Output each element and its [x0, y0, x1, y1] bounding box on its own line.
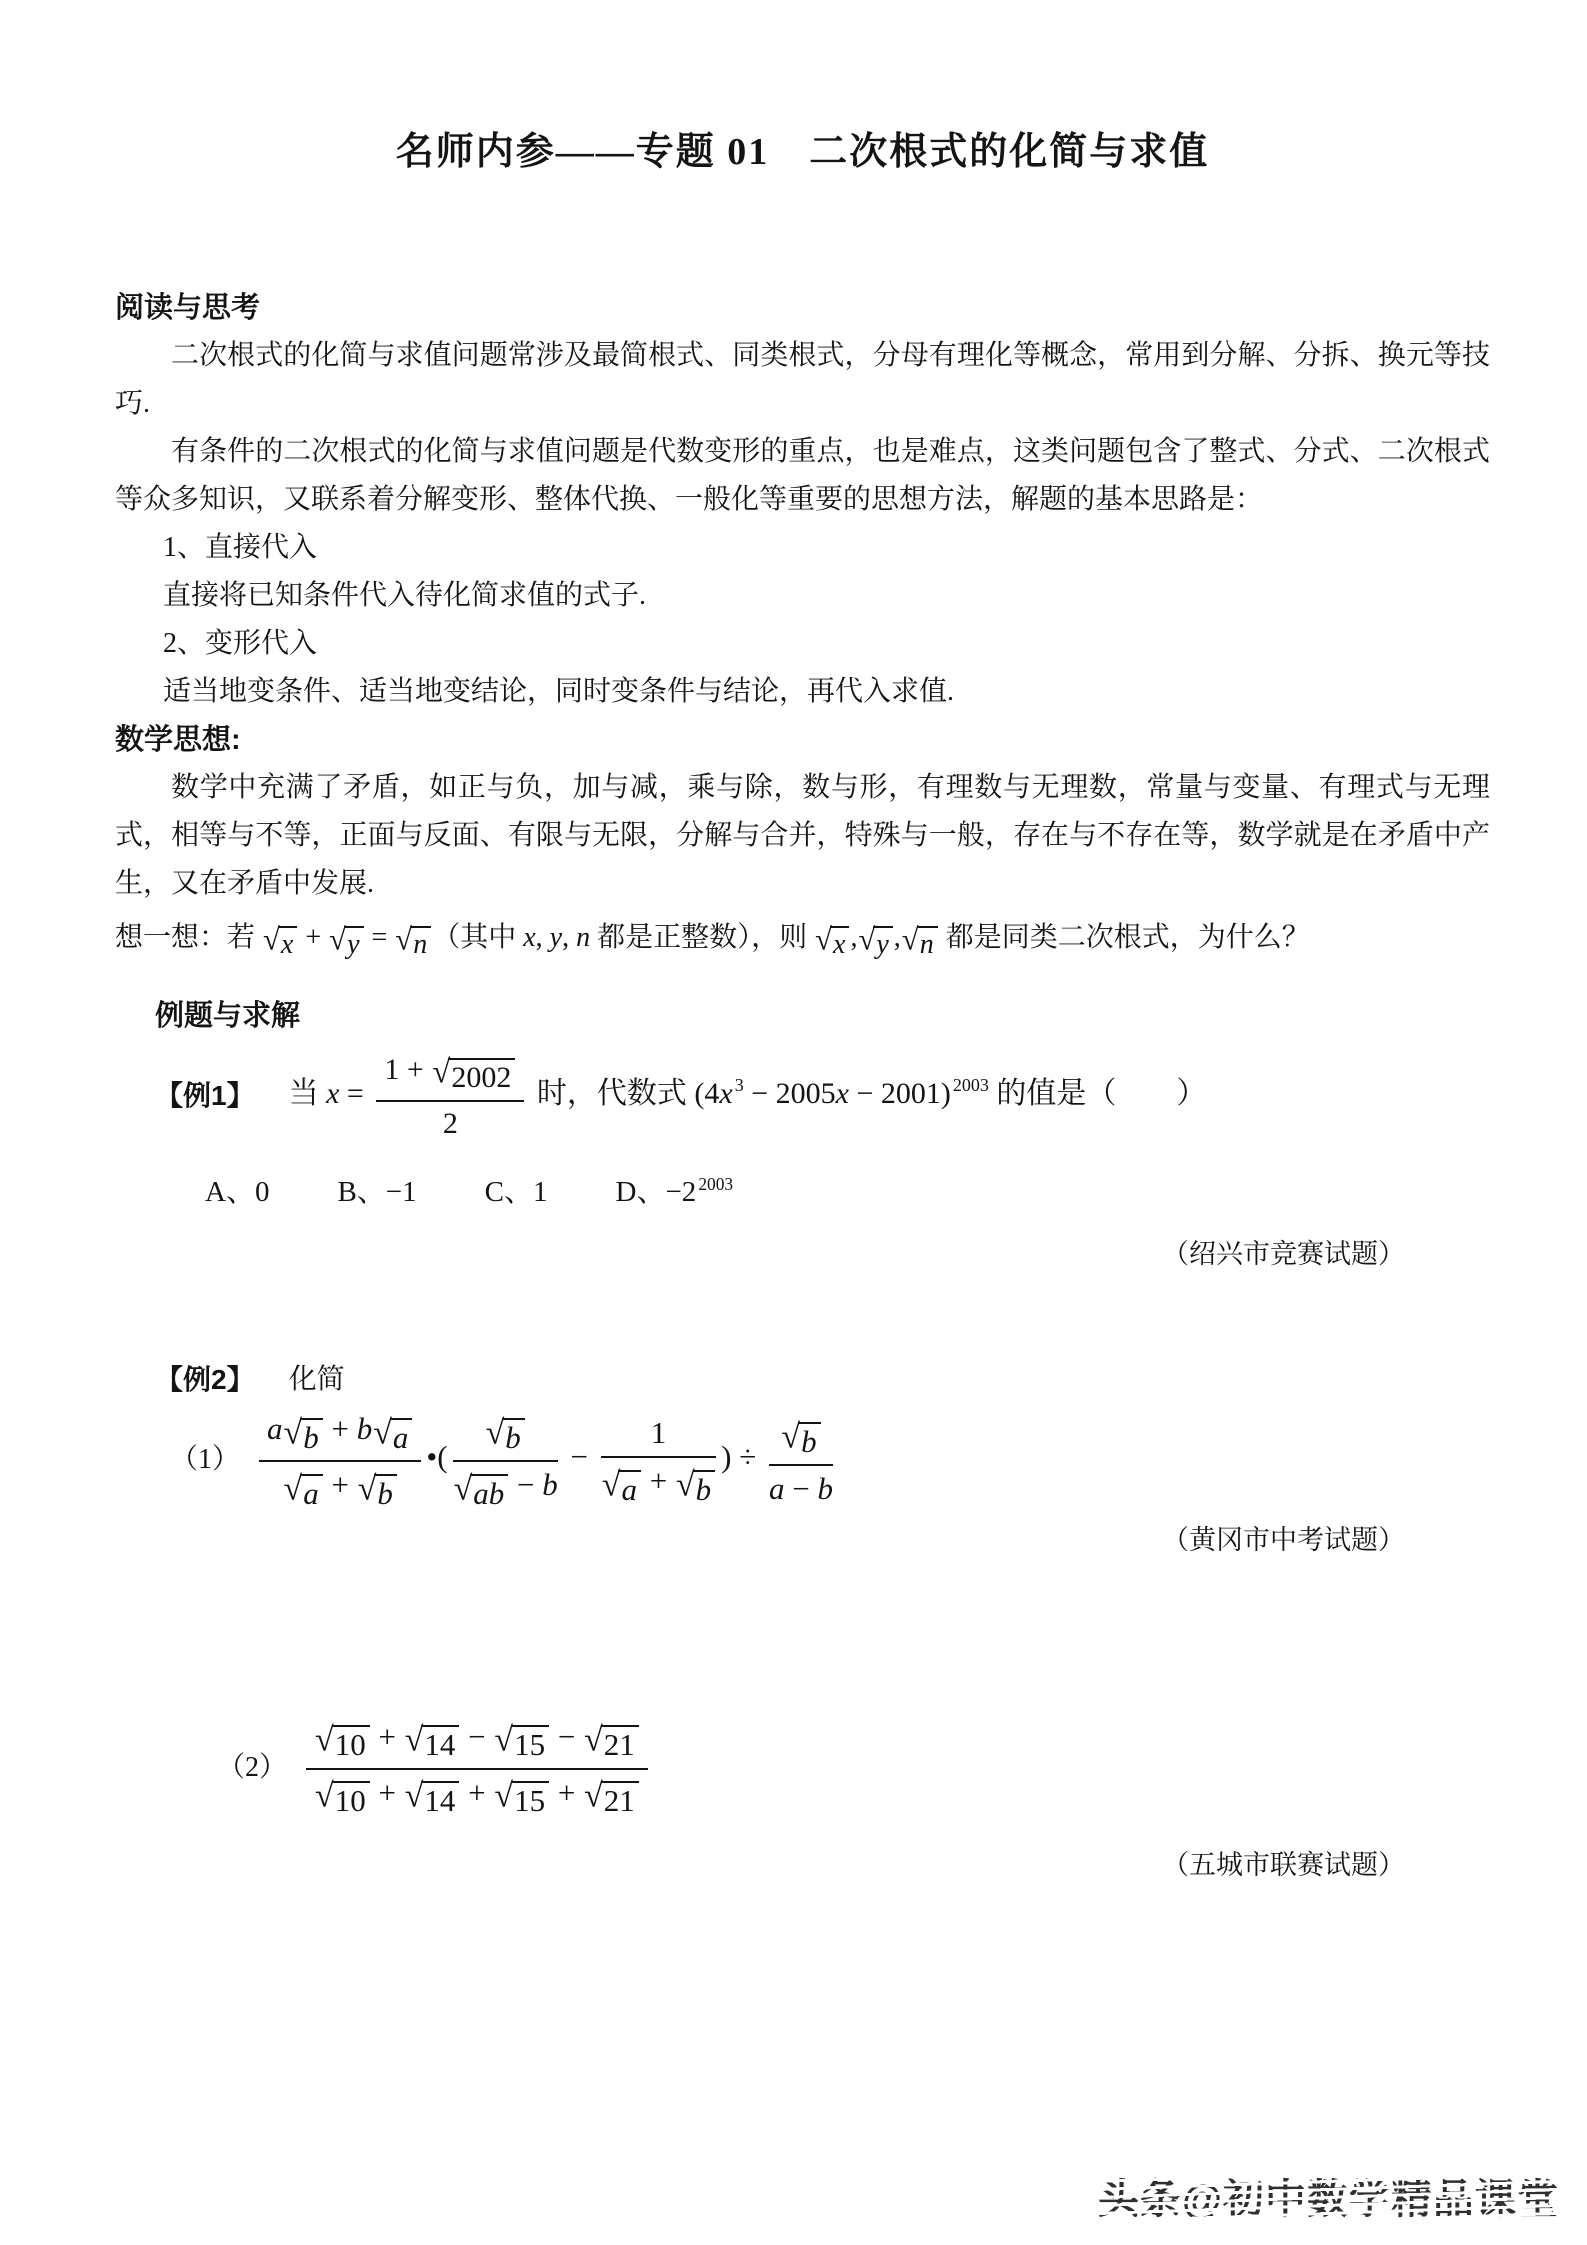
method-1-description: 直接将已知条件代入待化简求值的式子.	[163, 580, 647, 611]
reading-paragraph-2: 有条件的二次根式的化简与求值问题是代数变形的重点，也是难点，这类问题包含了整式、分式、二次根式等众多知识，又联系着分解变形、整体代换、一般化等重要的思想方法，解题的基本思路是：	[115, 436, 1490, 515]
thought-paragraph: 数学中充满了矛盾，如正与负，加与减，乘与除，数与形，有理数与无理数，常量与变量、有理式与无理式，相等与不等，正面与反面、有限与无限，分解与合并，特殊与一般，存在与不存在等，数学就是在矛盾中产生，又在矛盾中发展.	[115, 772, 1490, 899]
part2-number: （2）	[217, 1751, 288, 1783]
reading-paragraph-1: 二次根式的化简与求值问题常涉及最简根式、同类根式，分母有理化等概念，常用到分解、分拆、换元等技巧.	[115, 340, 1490, 419]
method-1-title: 1、直接代入	[163, 532, 318, 563]
part1-formula: a √ b + b √ a √ a + √ b •( √ b √ ab − b − 1 √ a + √ b ) ÷ √ b a − b	[254, 1408, 838, 1512]
section-reading	[115, 284, 1490, 716]
example2-part1-source: （黄冈市中考试题）	[1162, 1524, 1405, 1555]
examples-heading: 例题与求解	[155, 1000, 301, 1032]
thought-heading: 数学思想:	[115, 724, 241, 756]
example2-part2-line	[217, 1716, 1490, 1820]
option-a: A、0	[205, 1175, 270, 1208]
example1-source: （绍兴市竞赛试题）	[1162, 1238, 1405, 1269]
example1-options-row	[205, 1168, 1490, 1216]
section-examples	[115, 992, 1490, 1889]
method-2-description: 适当地变条件、适当地变结论，同时变条件与结论，再代入求值.	[163, 676, 955, 707]
page-title: 名师内参——专题 01 二次根式的化简与求值	[395, 131, 1210, 173]
example2-label: 【例2】	[155, 1363, 255, 1395]
example2-part2-source: （五城市联赛试题）	[1162, 1850, 1405, 1881]
think-question-line: 想一想：若 √ x + √ y = √ n （其中 x, y, n 都是正整数），则 √ x , √ y , √ n 都是同类二次根式，为什么？	[115, 922, 1310, 961]
option-d: D、−2 $^{2003}$	[615, 1173, 734, 1208]
example1-label: 【例1】	[155, 1079, 255, 1111]
part2-formula: √ 10 + √ 14 − √ 15 − √ 21 √ 10 + √ 14 + √ 15 + √ 21	[301, 1716, 653, 1820]
example1-statement-line	[155, 1050, 1490, 1142]
watermark: 头条@初中数学精品课堂	[1098, 2176, 1559, 2222]
option-b: B、−1	[337, 1175, 417, 1208]
example1-statement: 当 x = 1 + √ 2002 2 时，代数式 (4x $^3$ − 2005x − 2001) $^{2003}$ 的值是（ ）	[289, 1050, 1207, 1142]
section-math-thought	[115, 716, 1490, 962]
example2-intro-line	[155, 1356, 1490, 1404]
option-c: C、1	[484, 1175, 548, 1208]
method-2-title: 2、变形代入	[163, 628, 318, 659]
reading-heading: 阅读与思考	[115, 292, 261, 324]
example2-part1-line	[170, 1408, 1490, 1512]
part1-number: （1）	[170, 1444, 241, 1476]
example2-intro: 化简	[288, 1363, 345, 1395]
